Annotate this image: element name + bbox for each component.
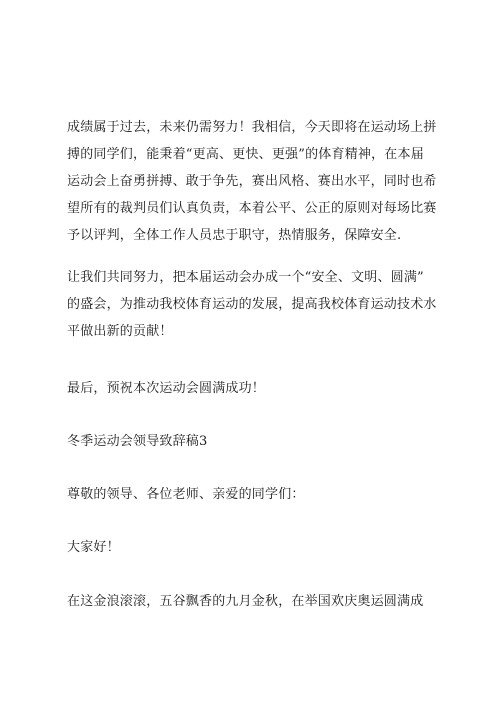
paragraph-1-line-4: 望所有的裁判员们认真负责，本着公平、公正的原则对每场比赛: [67, 201, 437, 216]
paragraph-2-line-2: 的盛会，为推动我校体育运动的发展，提高我校体育运动技术水: [67, 297, 437, 312]
paragraph-1-line-3: 运动会上奋勇拼搏、敢于争先，赛出风格、赛出水平，同时也希: [67, 174, 437, 189]
paragraph-1-line-2: 搏的同学们，能秉着“更高、更快、更强”的体育精神，在本届: [67, 147, 424, 162]
salutation-line: 尊敬的领导、各位老师、亲爱的同学们：: [67, 487, 305, 502]
paragraph-3-line-1: 在这金浪滚滚，五谷飘香的九月金秋，在举国欢庆奥运圆满成: [67, 594, 424, 609]
paragraph-1-line-5: 予以评判，全体工作人员忠于职守，热情服务，保障安全.: [67, 228, 402, 243]
paragraph-2-line-3: 平做出新的贡献！: [67, 324, 173, 339]
greeting-line: 大家好！: [67, 540, 120, 555]
paragraph-1-line-1: 成绩属于过去，未来仍需努力！我相信，今天即将在运动场上拼: [67, 120, 437, 135]
section-heading: 冬季运动会领导致辞稿3: [67, 434, 208, 449]
paragraph-2-line-1: 让我们共同努力，把本届运动会办成一个“安全、文明、圆满”: [67, 270, 424, 285]
closing-line: 最后，预祝本次运动会圆满成功！: [67, 381, 266, 396]
